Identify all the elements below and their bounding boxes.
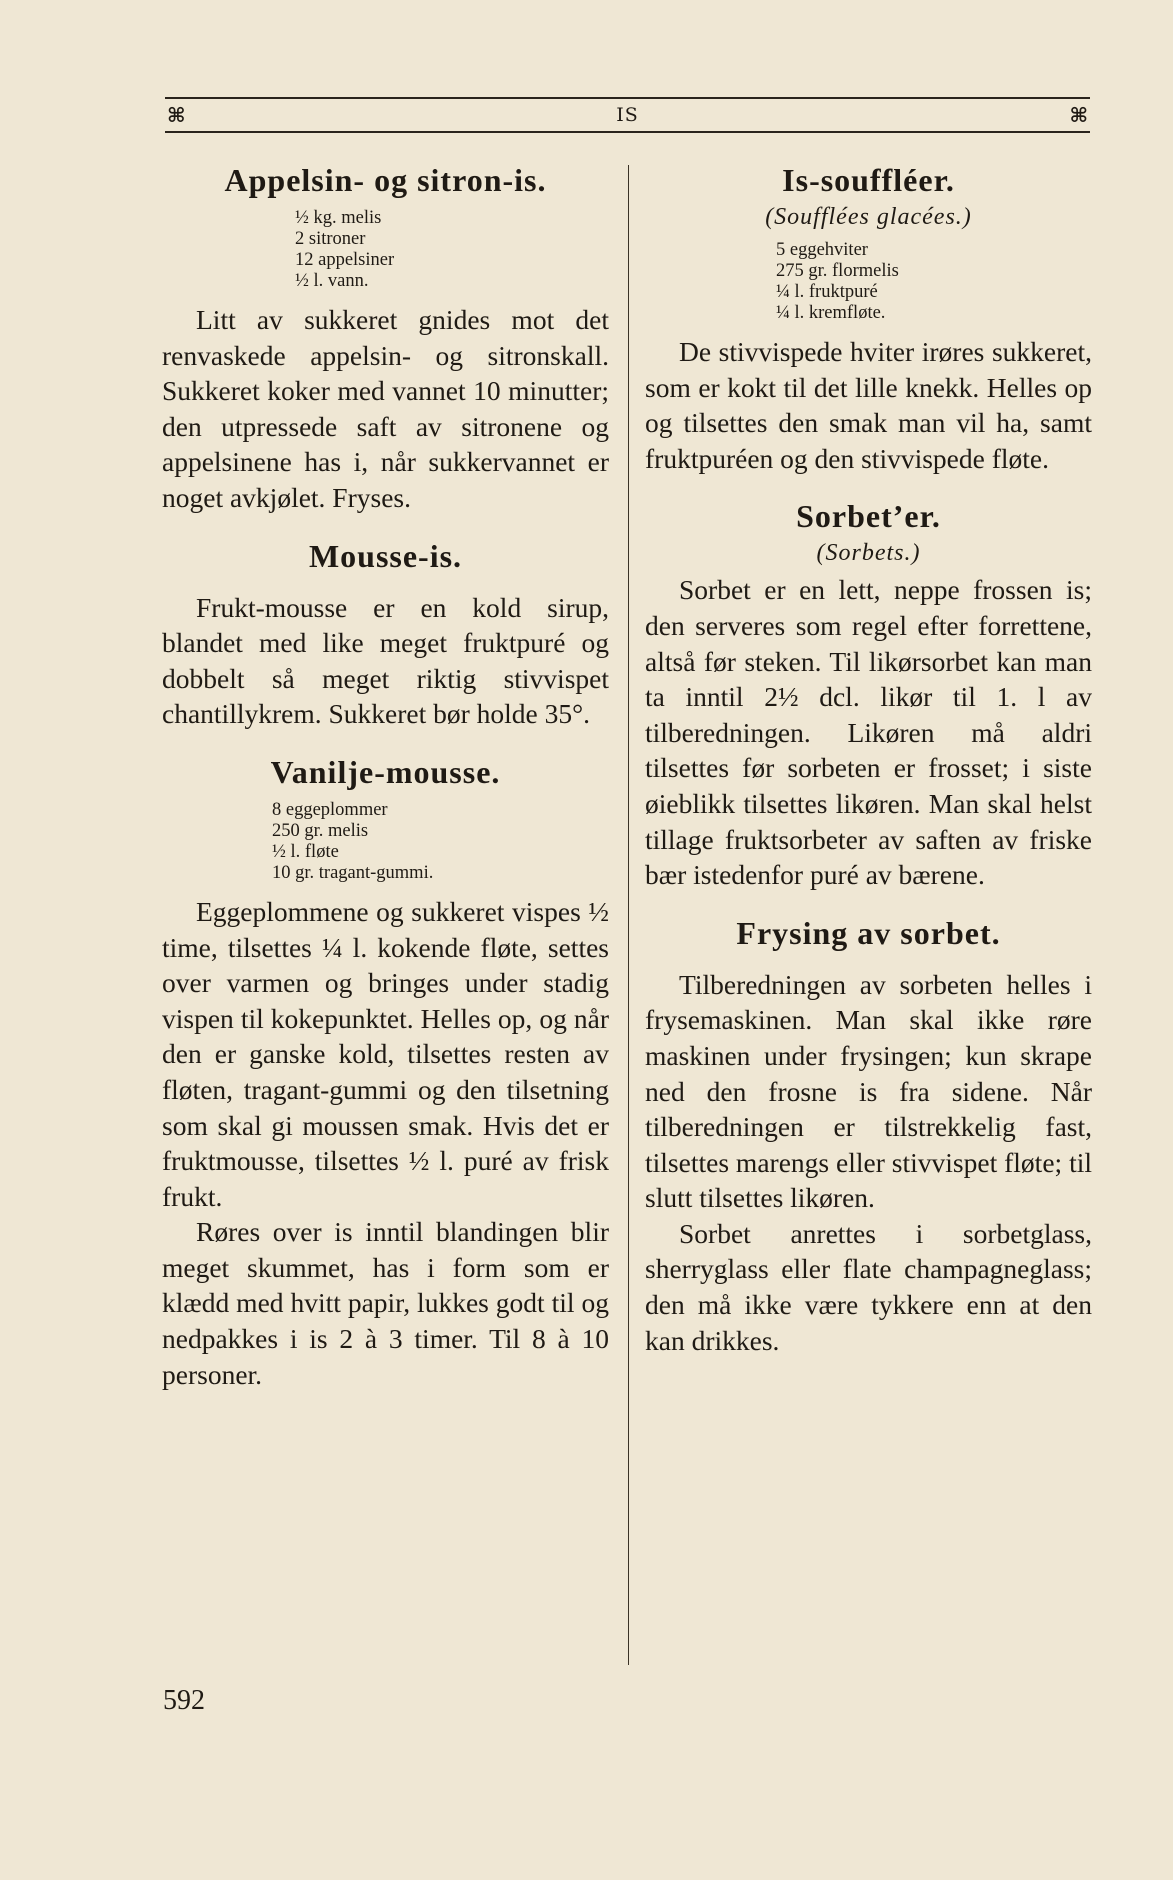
left-column bbox=[162, 160, 609, 1392]
recipe-text: Sorbet anrettes i sorbetglass, sherryglass eller flate champagneglass; den må ikke være tykkere enn at den kan drikkes. bbox=[645, 1217, 1092, 1356]
recipe-vanilje-mousse bbox=[162, 752, 609, 1392]
recipe-text: Røres over is inntil blandingen blir meget skummet, has i form som er klædd med hvitt papir, lukkes godt til og nedpakkes i is 2 à 3 timer. Til 8 à 10 personer. bbox=[162, 1216, 609, 1390]
header-bottom-rule bbox=[165, 131, 1090, 133]
ingredient-list bbox=[295, 208, 609, 292]
recipe-title: Sorbet’er. bbox=[796, 498, 941, 535]
recipe-is-souffleer bbox=[645, 160, 1092, 476]
recipe-frysing-av-sorbet bbox=[645, 913, 1092, 1359]
ingredient-list bbox=[776, 240, 1092, 324]
ingredient: ½ l. fløte bbox=[272, 841, 339, 862]
ingredient: ½ kg. melis bbox=[295, 208, 382, 228]
recipe-text: Sorbet er en lett, neppe frossen is; den serveres som regel efter forrettene, altså før steken. Til likørsorbet kan man ta inntil 2½ dcl. likør til 1. l av tilberedningen. Likøren må aldri tilsettes før sorbeten er frosset; i siste øieblikk tilsettes likøren. Man skal helst tillage fruktsorbeter av saften av friske bær istedenfor puré av bærene. bbox=[645, 574, 1092, 891]
ingredient: ½ l. vann. bbox=[295, 271, 369, 291]
recipe-subtitle: (Soufflées glacées.) bbox=[765, 204, 972, 230]
ingredient: 275 gr. flormelis bbox=[776, 261, 899, 281]
header-top-rule bbox=[165, 97, 1090, 99]
recipe-text: Frukt-mousse er en kold sirup, blandet med like meget fruktpuré og dobbelt så meget riktig stivvispet chantillykrem. Sukkeret bør holde 35°. bbox=[162, 591, 609, 730]
recipe-text: Litt av sukkeret gnides mot det renvaskede appelsin- og sitronskall. Sukkeret koker med vannet 10 minutter; den utpressede saft av sitronene og appelsinene has i, når sukkervannet er noget avkjølet. Fryses. bbox=[162, 304, 609, 513]
running-title: IS bbox=[616, 104, 639, 126]
ingredient: 8 eggeplommer bbox=[272, 799, 388, 820]
ingredient: 10 gr. tragant-gummi. bbox=[272, 862, 434, 883]
ornament-right-icon: ⌘ bbox=[1069, 103, 1088, 127]
ingredient-list bbox=[272, 800, 609, 884]
recipe-text: De stivvispede hviter irøres sukkeret, som er kokt til det lille knekk. Helles op og tilsettes den smak man vil ha, samt fruktpuréen og den stivvispede fløte. bbox=[645, 336, 1092, 474]
ingredient: ¼ l. fruktpuré bbox=[776, 282, 878, 302]
recipe-title: Mousse-is. bbox=[308, 537, 463, 574]
recipe-sorbeter bbox=[645, 496, 1092, 892]
recipe-appelsin-sitron-is bbox=[162, 160, 609, 516]
recipe-title: Vanilje-mousse. bbox=[270, 753, 501, 790]
running-header bbox=[165, 97, 1090, 133]
ingredient: 250 gr. melis bbox=[272, 820, 369, 841]
recipe-text: Tilberedningen av sorbeten helles i frysemaskinen. Man skal ikke røre maskinen under frysingen; kun skrape ned den frosne is fra sidene. Når tilberedningen er tilstrekkelig fast, tilsettes marengs eller stivvispet fløte; til slutt tilsettes likøren. bbox=[645, 968, 1092, 1214]
ingredient: 2 sitroner bbox=[295, 229, 366, 249]
recipe-title: Frysing av sorbet. bbox=[736, 914, 1001, 951]
ingredient: 12 appelsiner bbox=[295, 250, 395, 270]
recipe-mousse-is bbox=[162, 536, 609, 732]
recipe-title: Is-souffléer. bbox=[782, 162, 955, 198]
recipe-text: Eggeplommene og sukkeret vispes ½ time, tilsettes ¼ l. kokende fløte, settes over varmen og bringes under stadig vispen til kokepunktet. Helles op, og når den er ganske kold, tilsettes resten av fløten, tragant-gummi og den tilsetning som skal gi moussen smak. Hvis det er fruktmousse, tilsettes ½ l. puré av frisk frukt. bbox=[162, 895, 609, 1212]
recipe-subtitle: (Sorbets.) bbox=[816, 540, 921, 567]
page-number: 592 bbox=[163, 1685, 205, 1716]
ingredient: ¼ l. kremfløte. bbox=[776, 303, 886, 323]
ornament-left-icon: ⌘ bbox=[167, 103, 186, 127]
right-column bbox=[645, 160, 1092, 1358]
recipe-title: Appelsin- og sitron-is. bbox=[224, 162, 547, 198]
ingredient: 5 eggehviter bbox=[776, 240, 868, 260]
column-divider bbox=[628, 165, 629, 1665]
